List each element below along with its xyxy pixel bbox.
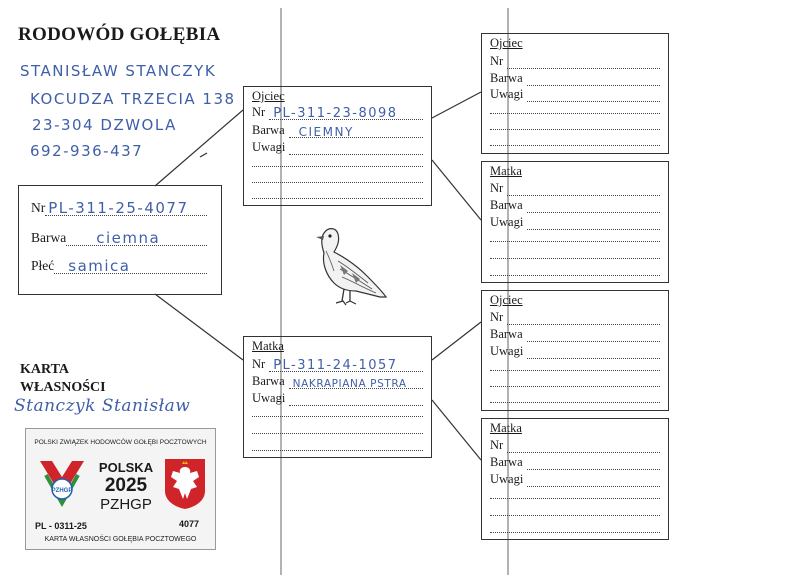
gp-nr-field[interactable] <box>507 57 660 69</box>
gp-uwagi-label: Uwagi <box>490 215 524 229</box>
mother-nr-label: Nr <box>252 357 266 371</box>
gp-nr-field[interactable] <box>507 184 660 196</box>
main-plec-value[interactable]: samica <box>68 257 131 275</box>
card-org: PZHGP <box>100 496 152 513</box>
father-box <box>243 86 432 206</box>
main-pigeon-box <box>18 185 222 295</box>
gp-barwa-field[interactable] <box>527 330 660 342</box>
grandmother-maternal-box <box>481 418 669 540</box>
main-barwa-value[interactable]: ciemna <box>96 229 161 247</box>
card-number: 4077 <box>179 519 200 529</box>
mother-header: Matka <box>252 339 284 353</box>
gp-barwa-label: Barwa <box>490 327 523 341</box>
connector-father-gf <box>432 92 481 118</box>
gp-barwa-label: Barwa <box>490 71 523 85</box>
gp-uwagi-label: Uwagi <box>490 87 524 101</box>
gp-barwa-field[interactable] <box>527 458 660 470</box>
page-title: RODOWÓD GOŁĘBIA <box>18 24 221 45</box>
father-barwa-value[interactable]: CIEMNY <box>298 125 354 139</box>
gp-nr-label: Nr <box>490 54 504 68</box>
card-year: 2025 <box>104 475 148 496</box>
gp-header: Matka <box>490 421 522 435</box>
main-nr-value[interactable]: PL-311-25-4077 <box>48 199 189 217</box>
gp-header: Ojciec <box>490 36 523 50</box>
logo-text: PZHGP <box>51 488 73 494</box>
owner-street: KOCUDZA TRZECIA 138 <box>30 90 236 108</box>
gp-nr-field[interactable] <box>507 441 660 453</box>
grandmother-paternal-box <box>481 161 669 283</box>
connector-father-gm <box>432 160 481 220</box>
pigeon-illustration <box>310 225 390 311</box>
main-barwa-label: Barwa <box>31 230 67 245</box>
gp-barwa-label: Barwa <box>490 455 523 469</box>
card-bottom-text: KARTA WŁASNOŚCI GOŁĘBIA POCZTOWEGO <box>44 536 197 543</box>
gp-barwa-label: Barwa <box>490 198 523 212</box>
connector-main-mother <box>155 294 243 360</box>
connector-mother-gf <box>432 322 481 360</box>
father-nr-value[interactable]: PL-311-23-8098 <box>273 106 398 121</box>
gp-header: Ojciec <box>490 293 523 307</box>
ownership-card <box>25 428 216 550</box>
pzhgp-logo <box>36 455 88 511</box>
father-barwa-label: Barwa <box>252 123 285 137</box>
gp-barwa-field[interactable] <box>527 74 660 86</box>
grandfather-paternal-box <box>481 33 669 154</box>
gp-nr-label: Nr <box>490 310 504 324</box>
card-country: POLSKA <box>98 460 154 475</box>
gp-uwagi-label: Uwagi <box>490 344 524 358</box>
father-uwagi-label: Uwagi <box>252 140 286 154</box>
owner-city: 23-304 DZWOLA <box>32 116 177 134</box>
gp-barwa-field[interactable] <box>527 201 660 213</box>
gp-uwagi-label: Uwagi <box>490 472 524 486</box>
ownership-label <box>20 361 106 397</box>
mother-nr-value[interactable]: PL-311-24-1057 <box>273 358 398 373</box>
mother-barwa-value[interactable]: NAKRAPIANA PSTRA <box>292 378 407 390</box>
ownership-label-line2: WŁASNOŚCI <box>20 380 106 395</box>
gp-header: Matka <box>490 164 522 178</box>
card-top-text: POLSKI ZWIĄZEK HODOWCÓW GOŁĘBI POCZTOWYCH <box>34 439 207 446</box>
owner-signature: Stanczyk Stanisław <box>14 396 191 416</box>
grandfather-maternal-box <box>481 290 669 411</box>
owner-phone: 692-936-437 <box>30 142 144 160</box>
father-nr-label: Nr <box>252 105 266 119</box>
ownership-label-line1: KARTA <box>20 362 70 377</box>
father-header: Ojciec <box>252 89 285 103</box>
mother-box <box>243 336 432 458</box>
gp-nr-field[interactable] <box>507 313 660 325</box>
mother-uwagi-label: Uwagi <box>252 391 286 405</box>
mother-barwa-label: Barwa <box>252 374 285 388</box>
main-nr-label: Nr <box>31 200 46 215</box>
owner-name: STANISŁAW STANCZYK <box>20 62 217 80</box>
gp-nr-label: Nr <box>490 438 504 452</box>
gp-nr-label: Nr <box>490 181 504 195</box>
card-ring-number: PL - 0311-25 <box>35 521 87 531</box>
main-plec-label: Płeć <box>31 258 55 273</box>
polish-eagle-emblem <box>163 457 207 509</box>
connector-mother-gm <box>432 400 481 460</box>
